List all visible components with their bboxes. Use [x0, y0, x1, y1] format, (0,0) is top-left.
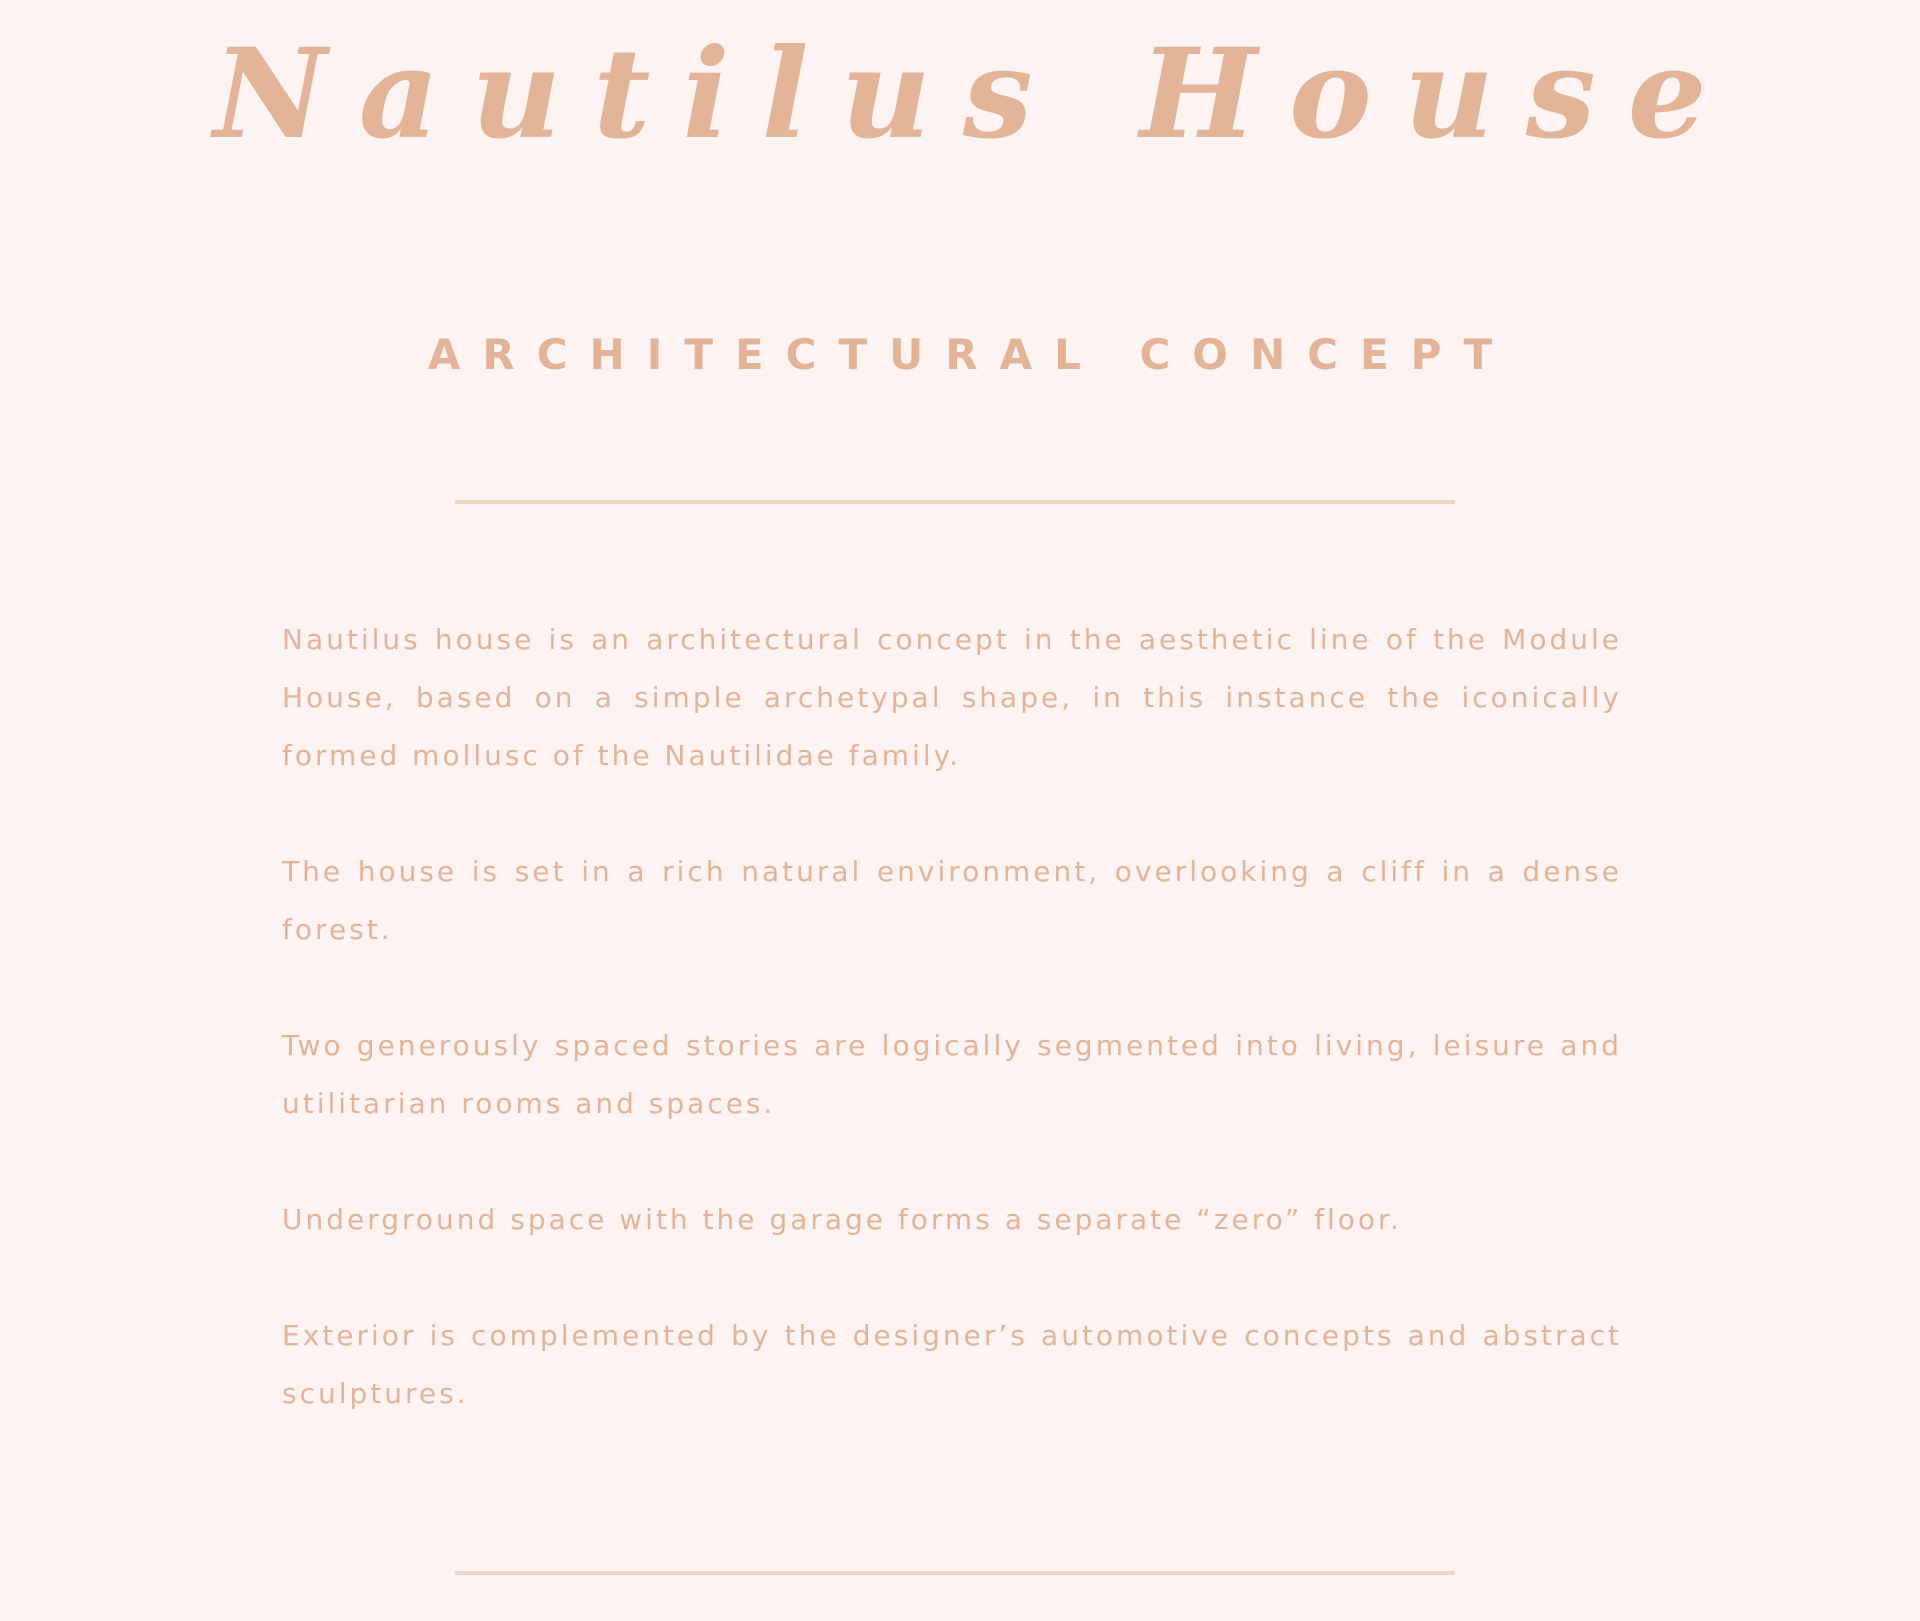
paragraph-underground: Underground space with the garage forms a separate “zero” floor.	[282, 1203, 1402, 1236]
page-title: Nautilus House	[213, 22, 1739, 167]
paragraph-stories: Two generously spaced stories are logically segmented into living, leisure and utilitarian rooms and spaces.	[282, 1029, 1622, 1120]
paragraph-environment: The house is set in a rich natural environment, overlooking a cliff in a dense forest.	[282, 855, 1622, 946]
paragraph-intro: Nautilus house is an architectural concept in the aesthetic line of the Module House, based on a simple archetypal shape, in this instance the iconically formed mollusc of the Nautilidae family.	[282, 623, 1622, 772]
top-divider	[455, 500, 1455, 504]
section-heading: ARCHITECTURAL CONCEPT	[427, 330, 1515, 379]
paragraph-exterior: Exterior is complemented by the designer’s automotive concepts and abstract sculptures.	[282, 1319, 1622, 1410]
concept-description	[282, 611, 1622, 1481]
bottom-divider	[455, 1571, 1455, 1575]
